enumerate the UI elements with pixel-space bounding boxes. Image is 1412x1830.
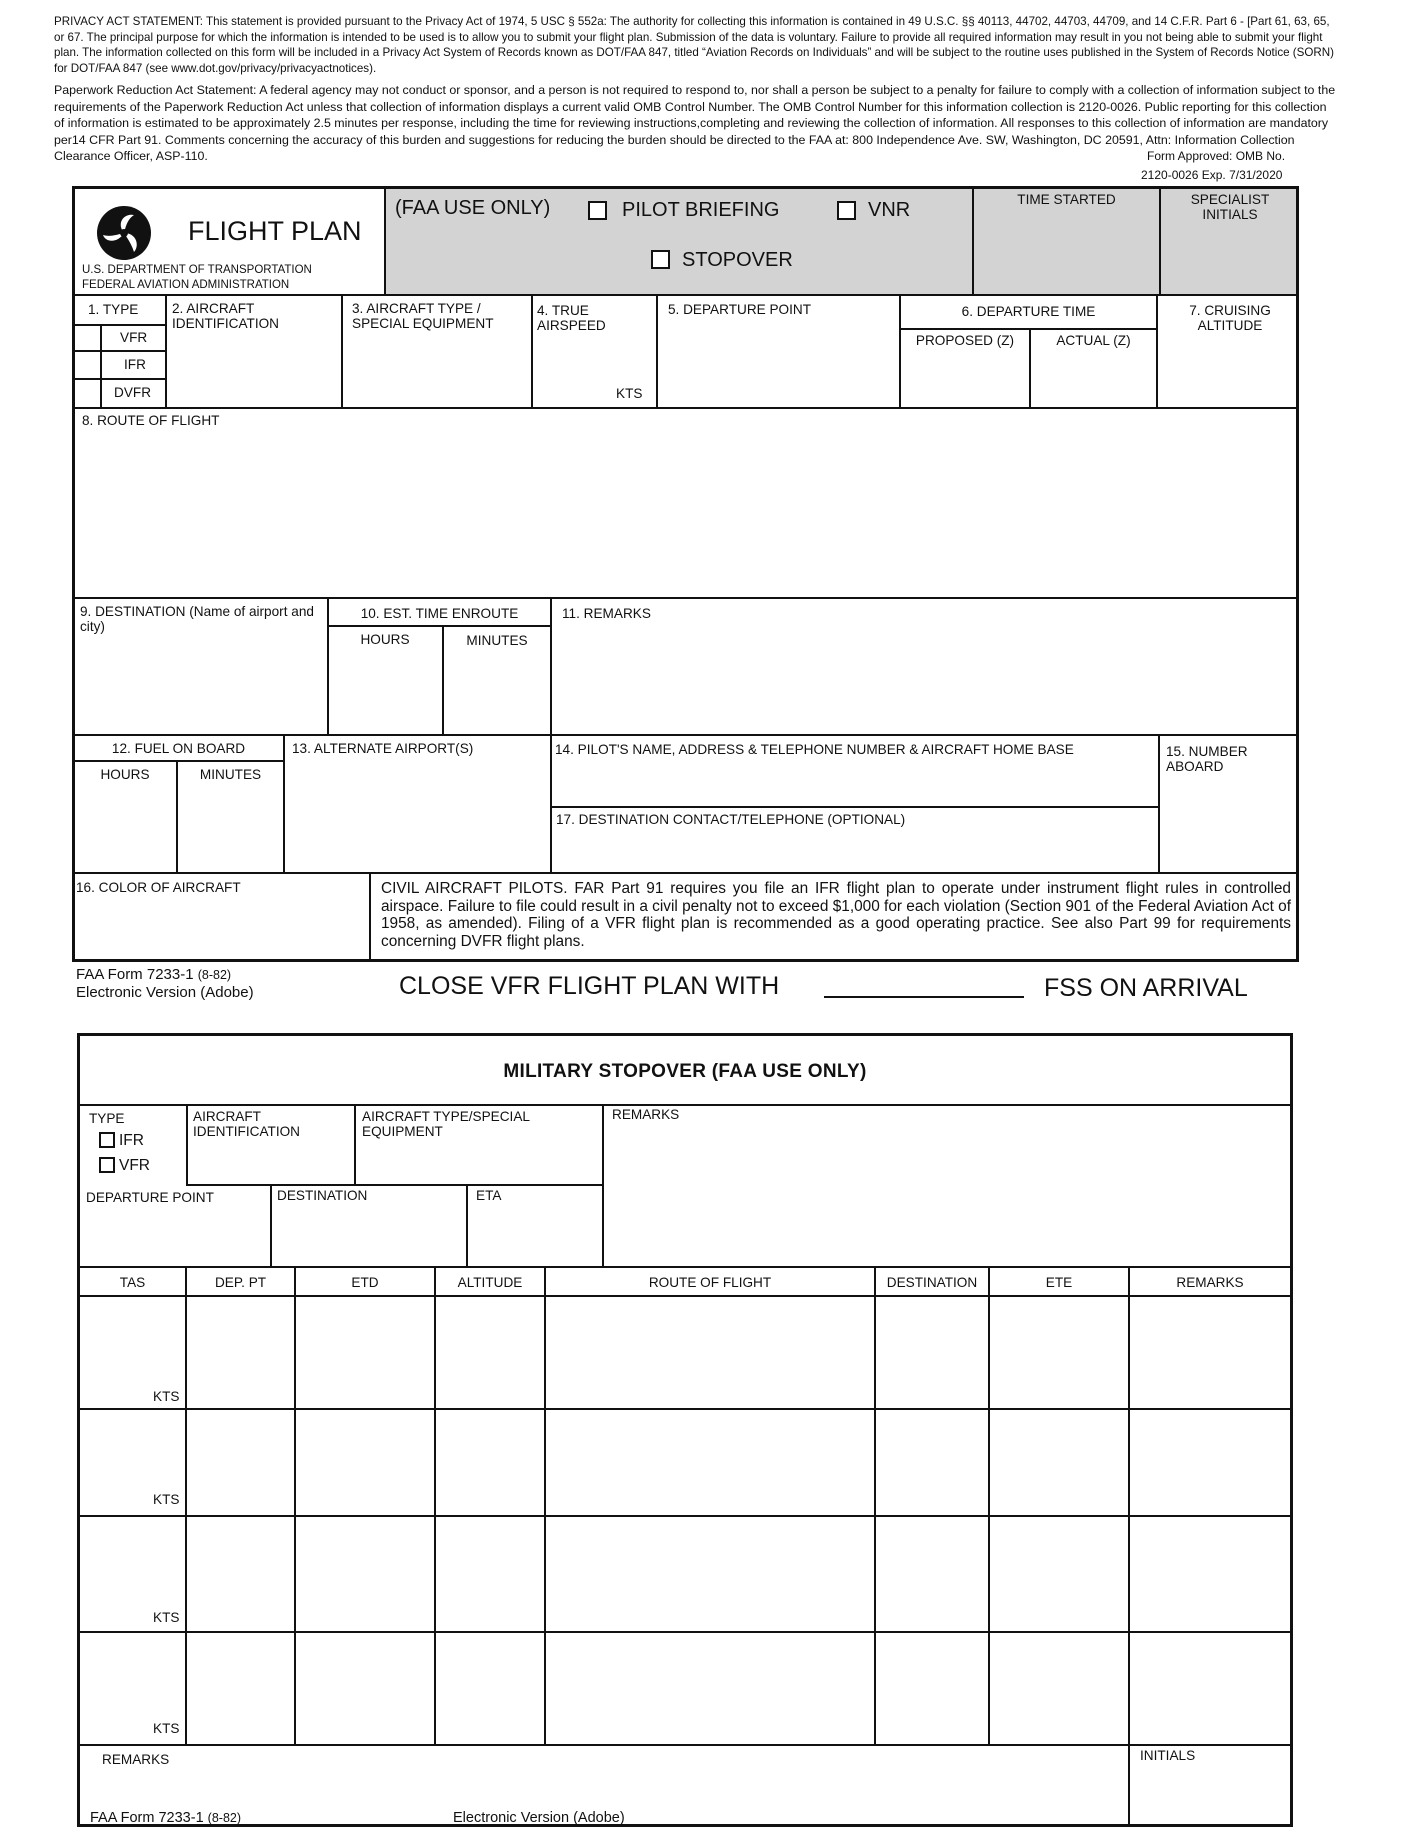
col-altitude: ALTITUDE [457,1275,523,1290]
military-destination-label: DESTINATION [277,1188,368,1203]
form-approved: Form Approved: OMB No. [1147,149,1286,163]
ifr-type-box[interactable] [75,353,99,377]
military-aircraft-type-label: AIRCRAFT TYPE/SPECIAL EQUIPMENT [362,1109,530,1139]
privacy-act-statement: PRIVACY ACT STATEMENT: This statement is provided pursuant to the Privacy Act of 1974, 5 USC § 552a: The authority for collecting this information is contained in 49 U.S.C. §§ 40113, 44702, 44703, 44709, and 14 C.F.R. Part 6 - [Part 61, 63, 65, or 67. The principal purpose for which the information is intended to be used is to allow you to submit your flight plan. Submission of the data is voluntary. Failure to provide all required information may result in you not being able to submit your flight plan. The information collected on this form will be included in a Privacy Act System of Records known as DOT/FAA 847, titled “Aviation Records on Individuals” and will be subject to the routine uses published in the System of Records Notice (SORN) for DOT/FAA 847 (see www.dot.gov/privacy/privacyactnotices). [54,15,1335,75]
col-destination: DESTINATION [886,1275,978,1290]
type-label: 1. TYPE [88,302,139,317]
aircraft-type-label: 3. AIRCRAFT TYPE / SPECIAL EQUIPMENT [352,301,494,331]
stopover-label: STOPOVER [682,249,793,271]
col-ete: ETE [1045,1275,1073,1290]
enroute-hours-label: HOURS [360,632,410,647]
departure-point-field[interactable] [660,320,896,405]
specialist-initials-label: SPECIALIST INITIALS [1190,192,1270,222]
row3-kts: KTS [153,1610,180,1625]
enroute-hours-field[interactable] [331,650,440,732]
stopover-checkbox[interactable] [651,250,670,269]
remarks-label: 11. REMARKS [562,606,651,621]
col-etd: ETD [351,1275,379,1290]
departure-time-label: 6. DEPARTURE TIME [961,304,1096,319]
fuel-hours-label: HOURS [100,767,150,782]
vfr-type-box[interactable] [75,327,99,349]
pilot-name-field[interactable] [554,760,1156,804]
color-field[interactable] [76,898,366,958]
civil-pilots-notice: CIVIL AIRCRAFT PILOTS. FAR Part 91 requires you file an IFR flight plan to operate under instrument flight rules in controlled airspace. Failure to file could result in a civil penalty not to exceed $1,000 for each violation (Section 901 of the Federal Aviation Act of 1958, as amended). Filing of a VFR flight plan is recommended as a good operating practice. See also Part 99 for requirements concerning DVFR flight plans. [381,880,1292,950]
row1-kts: KTS [153,1389,180,1404]
vnr-checkbox[interactable] [837,201,856,220]
military-destination-field[interactable] [274,1206,464,1264]
initials-label: INITIALS [1140,1748,1196,1763]
cruising-altitude-label: 7. CRUISING ALTITUDE [1189,303,1271,333]
enroute-minutes-label: MINUTES [466,633,528,648]
military-remarks-label: REMARKS [612,1107,680,1122]
military-vfr-label: VFR [119,1157,150,1174]
table-row[interactable] [82,1634,1288,1742]
dept-line1: U.S. DEPARTMENT OF TRANSPORTATION [82,264,312,276]
est-time-enroute-label: 10. EST. TIME ENROUTE [360,606,519,621]
initials-field[interactable] [1132,1766,1288,1824]
military-eta-field[interactable] [470,1206,600,1264]
fuel-minutes-field[interactable] [180,785,281,870]
military-remarks-field[interactable] [606,1124,1288,1264]
dept-line2: FEDERAL AVIATION ADMINISTRATION [82,279,290,291]
military-departure-label: DEPARTURE POINT [86,1190,214,1205]
row4-kts: KTS [153,1721,180,1736]
military-eta-label: ETA [476,1188,502,1203]
pilot-briefing-label: PILOT BRIEFING [622,199,780,221]
close-vfr-text: CLOSE VFR FLIGHT PLAN WITH [399,972,780,1000]
fuel-minutes-label: MINUTES [199,767,262,782]
paperwork-reduction-statement: Paperwork Reduction Act Statement: A federal agency may not conduct or sponsor, and a person is not required to respond to, nor shall a person be subject to a penalty for failure to comply with a collection of information subject to the requirements of the Paperwork Reduction Act unless that collection of information displays a current valid OMB Control Number. The OMB Control Number for this information collection is 2120-0026. Public reporting for this collection of information is estimated to be approximately 2.5 minutes per response, including the time for reviewing instructions,completing and reviewing the collection of information. All responses to this collection of information are mandatory per14 CFR Part 91. Comments concerning the accuracy of this burden and suggestions for reducing the burden should be directed to the FAA at: 800 Independence Ave. SW, Washington, DC 20591, Attn: Information Collection Clearance Officer, ASP-110. [54,83,1336,163]
color-label: 16. COLOR OF AIRCRAFT [76,880,241,895]
military-departure-field[interactable] [84,1208,268,1264]
omb-number: 2120-0026 Exp. 7/31/2020 [1141,168,1283,182]
aircraft-id-label: 2. AIRCRAFT IDENTIFICATION [172,301,279,331]
actual-label: ACTUAL (Z) [1056,333,1131,348]
ifr-label: IFR [124,357,146,372]
dvfr-label: DVFR [114,385,152,400]
col-remarks: REMARKS [1176,1275,1244,1290]
fss-blank-line[interactable] [824,996,1024,998]
faa-use-only-label: (FAA USE ONLY) [395,197,551,219]
vnr-label: VNR [868,199,911,221]
bottom-remarks-label: REMARKS [102,1752,170,1767]
table-row[interactable] [82,1518,1288,1629]
fss-on-arrival-text: FSS ON ARRIVAL [1044,974,1248,1002]
dot-logo-icon [96,205,152,261]
true-airspeed-field[interactable] [535,337,653,377]
route-label: 8. ROUTE OF FLIGHT [82,413,220,428]
actual-time-field[interactable] [1033,352,1154,405]
time-started-label: TIME STARTED [1017,192,1116,207]
form-number-bottom: FAA Form 7233-1 (8-82) [90,1810,242,1826]
cruising-altitude-field[interactable] [1160,337,1296,405]
departure-point-label: 5. DEPARTURE POINT [668,302,812,317]
military-type-label: TYPE [89,1111,125,1126]
alternate-airport-label: 13. ALTERNATE AIRPORT(S) [292,741,474,756]
pilot-name-label: 14. PILOT'S NAME, ADDRESS & TELEPHONE NUMBER & AIRCRAFT HOME BASE [555,742,1074,757]
table-row[interactable] [82,1298,1288,1406]
fuel-on-board-label: 12. FUEL ON BOARD [111,741,246,756]
route-field[interactable] [76,430,1296,594]
col-tas: TAS [119,1275,146,1290]
row2-kts: KTS [153,1492,180,1507]
military-title: MILITARY STOPOVER (FAA USE ONLY) [503,1061,867,1082]
alternate-airport-field[interactable] [287,760,547,870]
remarks-field[interactable] [554,624,1296,732]
enroute-minutes-field[interactable] [446,650,548,732]
aircraft-id-field[interactable] [168,335,338,405]
dvfr-type-box[interactable] [75,380,99,406]
pilot-briefing-checkbox[interactable] [588,201,607,220]
form-title: FLIGHT PLAN [188,216,362,246]
military-aircraft-type-field[interactable] [358,1142,598,1182]
true-airspeed-label: 4. TRUE AIRSPEED [537,303,606,333]
destination-contact-field[interactable] [554,830,1156,870]
electronic-version-top: Electronic Version (Adobe) [76,984,254,1001]
airspeed-kts-label: KTS [616,386,643,401]
military-ifr-label: IFR [119,1132,144,1149]
number-aboard-field[interactable] [1162,780,1296,870]
proposed-label: PROPOSED (Z) [915,333,1015,348]
vfr-label: VFR [120,330,148,345]
aircraft-type-field[interactable] [345,335,528,405]
military-aircraft-id-label: AIRCRAFT IDENTIFICATION [193,1109,300,1139]
military-aircraft-id-field[interactable] [190,1142,350,1182]
destination-label: 9. DESTINATION (Name of airport and city) [80,604,314,634]
number-aboard-label: 15. NUMBER ABOARD [1166,744,1248,774]
destination-contact-label: 17. DESTINATION CONTACT/TELEPHONE (OPTIONAL) [556,812,906,827]
form-number-top: FAA Form 7233-1 (8-82) [76,966,232,983]
proposed-time-field[interactable] [903,352,1027,405]
military-ifr-checkbox[interactable] [99,1132,115,1148]
electronic-version-bottom: Electronic Version (Adobe) [453,1810,625,1826]
col-dep-pt: DEP. PT [214,1275,267,1290]
destination-field[interactable] [76,640,324,732]
table-row[interactable] [82,1411,1288,1513]
fuel-hours-field[interactable] [77,785,174,870]
col-route: ROUTE OF FLIGHT [648,1275,772,1290]
military-vfr-checkbox[interactable] [99,1157,115,1173]
